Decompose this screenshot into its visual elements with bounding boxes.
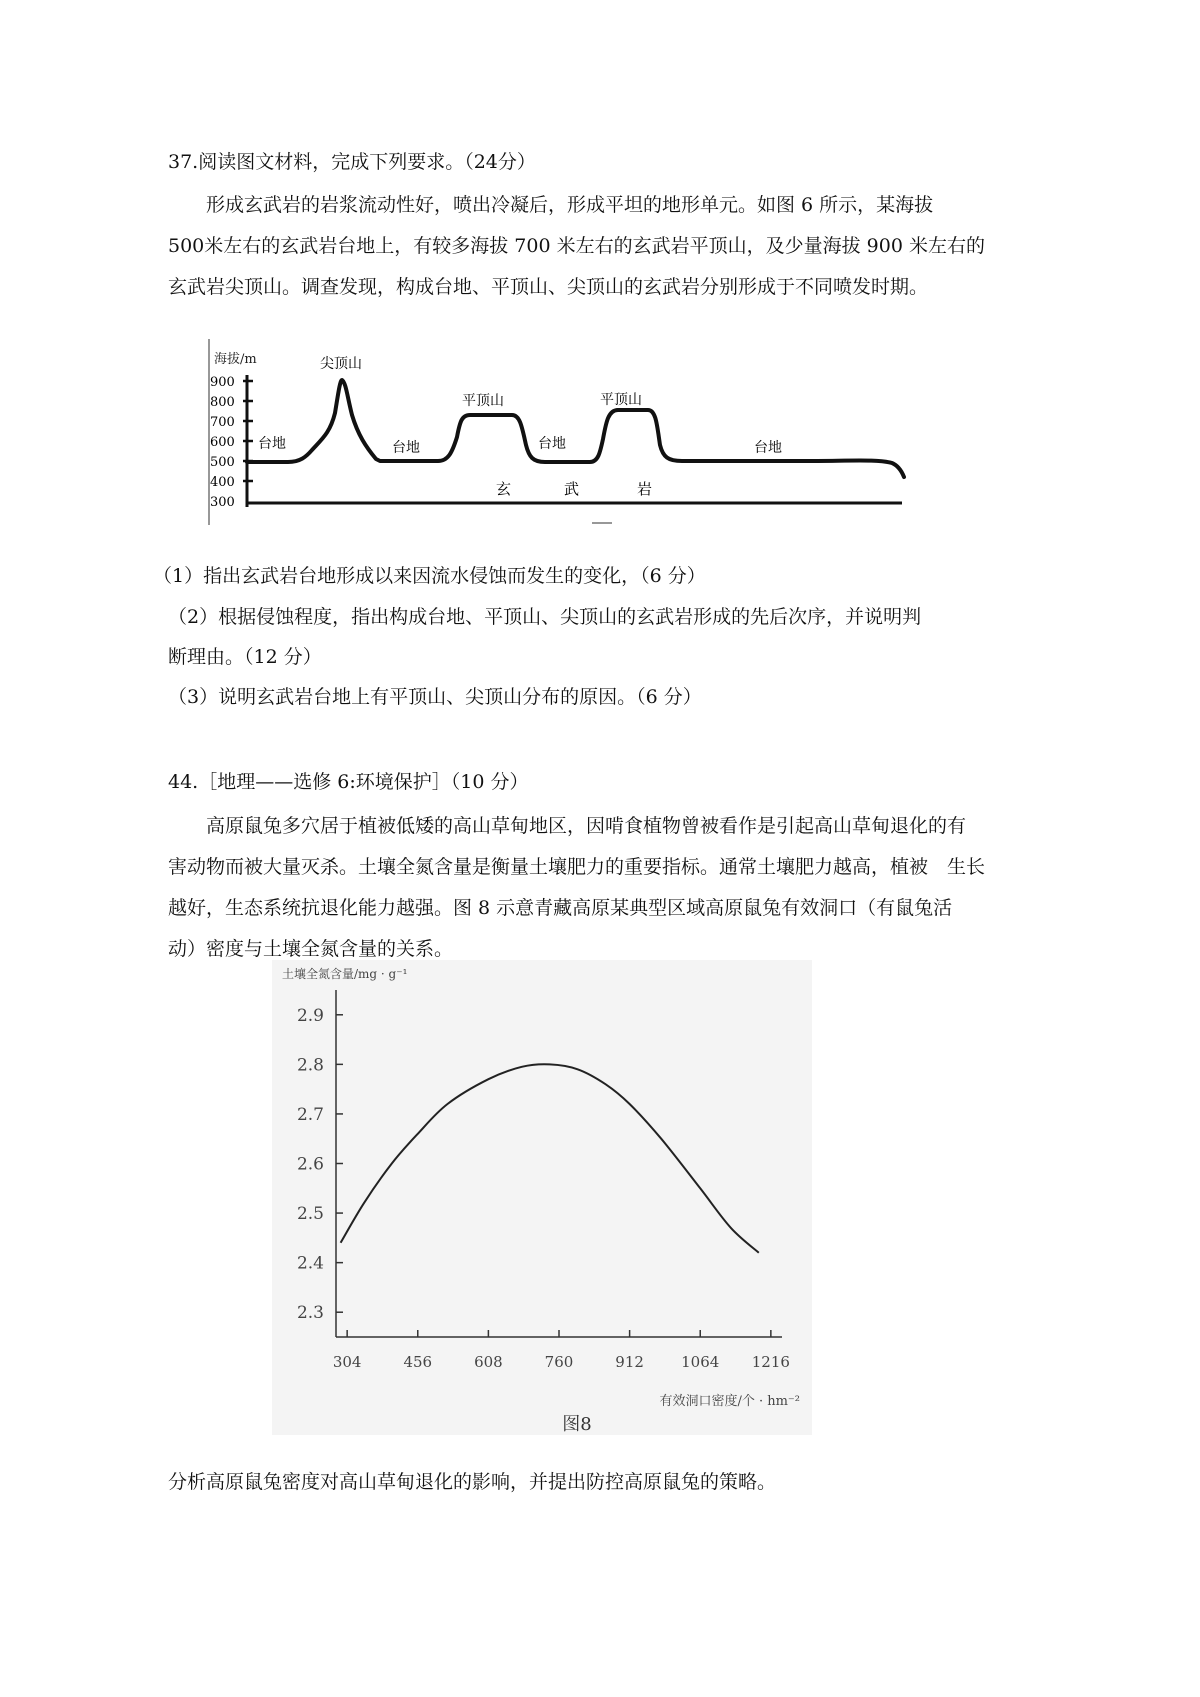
q44-heading: 44.［地理——选修 6:环境保护］（10 分） bbox=[168, 771, 529, 793]
q37-para-line: 500米左右的玄武岩台地上，有较多海拔 700 米左右的玄武岩平顶山，及少量海拔 900 米左右的 bbox=[168, 235, 985, 257]
profile-tick: 900 bbox=[210, 375, 235, 390]
label-plateau-3: 台地 bbox=[538, 436, 566, 452]
label-plateau-4: 台地 bbox=[754, 440, 782, 456]
x-tick-label: 608 bbox=[474, 1353, 503, 1371]
profile-tick: 800 bbox=[210, 395, 235, 410]
x-tick-label: 1064 bbox=[681, 1353, 720, 1371]
q44-paragraph bbox=[168, 806, 1008, 970]
chart-xlabel: 有效洞口密度/个 · hm⁻² bbox=[659, 1394, 800, 1409]
q37-para-line: 形成玄武岩的岩浆流动性好，喷出冷凝后，形成平坦的地形单元。如图 6 所示，某海拔 bbox=[206, 194, 934, 216]
label-basalt: 岩 bbox=[637, 480, 653, 498]
q44-para-line: 越好，生态系统抗退化能力越强。图 8 示意青藏高原某典型区域高原鼠兔有效洞口（有鼠兔活 bbox=[168, 897, 953, 919]
q37-subquestion-3: （3）说明玄武岩台地上有平顶山、尖顶山分布的原因。（6 分） bbox=[168, 686, 702, 708]
label-mesa-1: 平顶山 bbox=[462, 393, 504, 409]
profile-ylabel: 海拔/m bbox=[214, 352, 257, 367]
profile-tick: 400 bbox=[210, 475, 235, 490]
y-tick-label: 2.7 bbox=[296, 1104, 324, 1125]
q44-para-line: 动）密度与土壤全氮含量的关系。 bbox=[168, 938, 454, 960]
x-tick-label: 1216 bbox=[751, 1353, 790, 1371]
label-basalt: 武 bbox=[564, 480, 580, 498]
chart-ylabel: 土壤全氮含量/mg · g⁻¹ bbox=[282, 967, 408, 981]
chart-caption: 图8 bbox=[562, 1414, 592, 1435]
profile-tick: 700 bbox=[210, 415, 235, 430]
q37-subquestion-1: （1）指出玄武岩台地形成以来因流水侵蚀而发生的变化，（6 分） bbox=[153, 565, 706, 587]
label-mesa-2: 平顶山 bbox=[600, 392, 642, 408]
profile-tick: 500 bbox=[210, 455, 235, 470]
x-tick-label: 456 bbox=[403, 1353, 433, 1371]
label-basalt: 玄 bbox=[496, 480, 512, 498]
terrain-profile-line bbox=[247, 380, 904, 477]
x-tick-label: 760 bbox=[544, 1353, 574, 1371]
profile-tick: 300 bbox=[210, 495, 235, 510]
y-tick-label: 2.8 bbox=[296, 1055, 324, 1076]
y-tick-label: 2.3 bbox=[296, 1303, 324, 1324]
q37-subquestion-2-cont: 断理由。（12 分） bbox=[168, 646, 322, 668]
nitrogen-density-chart bbox=[272, 960, 812, 1435]
q44-para-line: 害动物而被大量灭杀。土壤全氮含量是衡量土壤肥力的重要指标。通常土壤肥力越高，植被 生长 bbox=[168, 856, 986, 878]
y-tick-label: 2.5 bbox=[296, 1204, 324, 1225]
y-tick-label: 2.6 bbox=[296, 1154, 324, 1175]
label-plateau-2: 台地 bbox=[392, 440, 420, 456]
label-plateau-1: 台地 bbox=[258, 436, 286, 452]
label-peak: 尖顶山 bbox=[320, 356, 362, 372]
profile-tick: 600 bbox=[210, 435, 235, 450]
q44-question: 分析高原鼠兔密度对高山草甸退化的影响，并提出防控高原鼠兔的策略。 bbox=[168, 1471, 777, 1493]
q37-heading: 37.阅读图文材料，完成下列要求。（24分） bbox=[168, 151, 536, 173]
q37-paragraph bbox=[168, 185, 1008, 308]
x-tick-label: 304 bbox=[332, 1353, 362, 1371]
q44-para-line: 高原鼠兔多穴居于植被低矮的高山草甸地区，因啃食植物曾被看作是引起高山草甸退化的有 bbox=[206, 815, 967, 837]
y-tick-label: 2.4 bbox=[296, 1253, 324, 1274]
x-tick-label: 912 bbox=[615, 1353, 644, 1371]
q37-para-line: 玄武岩尖顶山。调查发现，构成台地、平顶山、尖顶山的玄武岩分别形成于不同喷发时期。 bbox=[168, 276, 929, 298]
q37-subquestion-2: （2）根据侵蚀程度，指出构成台地、平顶山、尖顶山的玄武岩形成的先后次序，并说明判 bbox=[168, 606, 922, 628]
terrain-profile-figure bbox=[200, 335, 910, 535]
y-tick-label: 2.9 bbox=[296, 1005, 324, 1026]
